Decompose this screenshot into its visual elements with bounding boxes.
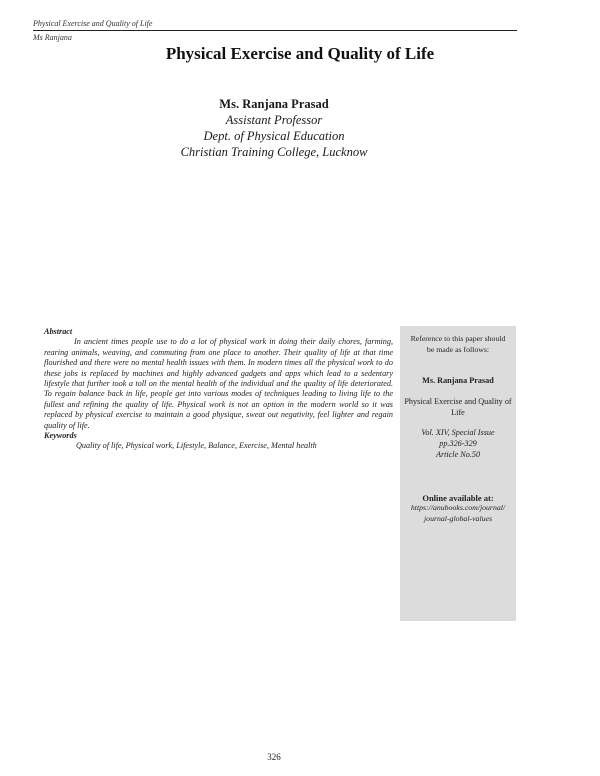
abstract-section: [44, 327, 393, 452]
sidebar-pages: pp.326-329: [439, 438, 477, 448]
author-position: Assistant Professor: [225, 113, 323, 127]
journal-url-line1[interactable]: https://anubooks.com/journal/: [410, 503, 506, 512]
header-rule: [33, 30, 517, 31]
online-label: Online available at:: [422, 492, 494, 503]
author-department: Dept. of Physical Education: [203, 129, 345, 143]
sidebar-article-number: Article No.50: [435, 449, 481, 459]
sidebar-title: Physical Exercise and Quality of Life: [404, 396, 512, 417]
sidebar-volume: Vol. XIV, Special Issue: [421, 427, 495, 437]
journal-url-line2[interactable]: journal-global-values: [424, 513, 492, 523]
sidebar-author: Ms. Ranjana Prasad: [422, 376, 494, 385]
author-institution: Christian Training College, Lucknow: [180, 145, 368, 159]
sidebar-volume-info: [400, 427, 516, 460]
keywords-heading: Keywords: [44, 431, 77, 441]
author-name: Ms. Ranjana Prasad: [219, 97, 329, 111]
reference-note: Reference to this paper should be made as follows:: [410, 334, 506, 354]
journal-url[interactable]: [400, 503, 516, 524]
keywords-text: Quality of life, Physical work, Lifestyle, Balance, Exercise, Mental health: [76, 441, 317, 451]
abstract-text: In ancient times people use to do a lot of physical work in doing their daily chores, farming, rearing animals, weaving, and commuting from one place to another. Their quality of life at that time flourished and there were no mental health issues with them. In modern times all the physical work to do these jobs is replaced by machines and highly advanced gadgets and apps which lead to a sedentary lifestyle that further took a toll on the mental health of the individual and the quality of life deteriorated. To regain balance back in life, people get into various modes of techniques leading to living life to the fullest and refining the quality of life. Physical work is not an option in the modern world so it was replaced by physical exercise to maintain a good physique, sweat out negativity, feel lighter and regain quality of life.: [44, 337, 393, 430]
running-head-title: Physical Exercise and Quality of Life: [33, 19, 153, 28]
article-title: Physical Exercise and Quality of Life: [165, 44, 435, 63]
page-number: 326: [267, 752, 281, 762]
citation-sidebar: [400, 326, 516, 621]
running-head-author: Ms Ranjana: [33, 33, 72, 42]
author-block: [0, 96, 548, 160]
abstract-heading: Abstract: [44, 327, 73, 336]
